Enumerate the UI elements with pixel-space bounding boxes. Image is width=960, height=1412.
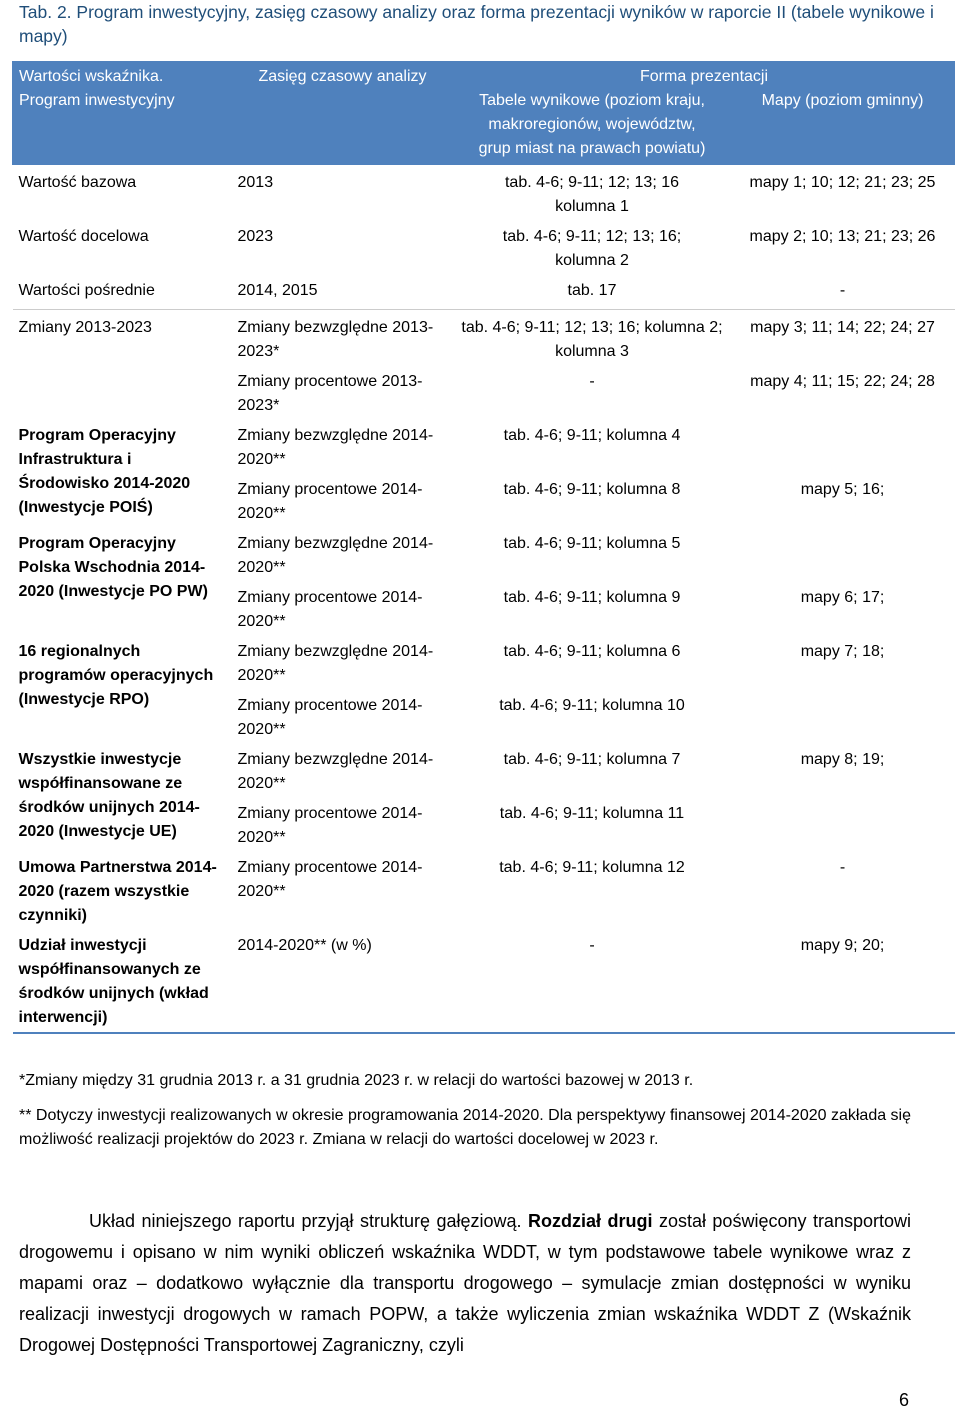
table-row: 16 regionalnych programów operacyjnych (Inwestycje RPO) Zmiany bezwzględne 2014-2020** tab. 4-6; 9-11; kolumna 6 mapy 7; 18; bbox=[18, 643, 885, 708]
table-row: Wartość docelowa 2023 tab. 4-6; 9-11; 12; 13; 16; kolumna 2 mapy 2; 10; 13; 21; 23; 26 bbox=[18, 228, 936, 269]
paragraph-text-2: został poświęcony transportowi drogowemu i opisano w nim wyniki obliczeń wskaźnika WDDT, w tym podstawowe tabele wynikowe wraz z mapami oraz – dodatkowo wyłącznie dla transportu drogowego – symulacje zmian dostępności w wyniku realizacji inwestycji drogowych w ramach POPW, a także wyliczenia zmian wskaźnika WDDT Z (Wskaźnik Drogowej Dostępności Transportowej Zagraniczny, czyli bbox=[19, 1211, 911, 1355]
footnote-1: *Zmiany między 31 grudnia 2013 r. a 31 grudnia 2023 r. w relacji do wartości bazowej w 2013 r. bbox=[19, 1072, 694, 1089]
body-paragraph bbox=[19, 1206, 911, 1361]
table-row: Wartość bazowa 2013 tab. 4-6; 9-11; 12; 13; 16 kolumna 1 mapy 1; 10; 12; 21; 23; 25 bbox=[18, 174, 936, 215]
header-result-tables: Tabele wynikowe (poziom kraju, makroregionów, województw, grup miast na prawach powiatu) bbox=[454, 89, 731, 165]
table-row: Zmiany procentowe 2014-2020** tab. 4-6; 9-11; kolumna 10 bbox=[237, 697, 685, 738]
table-row: Zmiany procentowe 2014-2020** tab. 4-6; 9-11; kolumna 9 mapy 6; 17; bbox=[237, 589, 885, 630]
table-row: Wszystkie inwestycje współfinansowane ze środków unijnych 2014-2020 (Inwestycje UE) Zmiany bezwzględne 2014-2020** tab. 4-6; 9-11; kolumna 7 mapy 8; 19; bbox=[18, 751, 885, 840]
header-presentation-form: Forma prezentacji bbox=[454, 62, 955, 89]
paragraph-bold: Rozdział drugi bbox=[528, 1211, 653, 1231]
table-row: Program Operacyjny Infrastruktura i Środowisko 2014-2020 (Inwestycje POIŚ) Zmiany bezwzględne 2014-2020** tab. 4-6; 9-11; kolumna 4 bbox=[18, 427, 681, 516]
table-row: Udział inwestycji współfinansowanych ze środków unijnych (wkład interwencji) 2014-2020** (w %) - mapy 9; 20; bbox=[13, 928, 955, 1033]
table-row: Zmiany procentowe 2014-2020** tab. 4-6; 9-11; kolumna 8 mapy 5; 16; bbox=[237, 481, 885, 522]
table-row: Zmiany 2013-2023 Zmiany bezwzględne 2013-2023* tab. 4-6; 9-11; 12; 13; 16; kolumna 2; kolumna 3 mapy 3; 11; 14; 22; 24; 27 bbox=[13, 310, 955, 365]
paragraph-text-1: Układ niniejszego raportu przyjął strukturę gałęziową. bbox=[89, 1211, 522, 1231]
table-row: Program Operacyjny Polska Wschodnia 2014-2020 (Inwestycje PO PW) Zmiany bezwzględne 2014-2020** tab. 4-6; 9-11; kolumna 5 bbox=[18, 535, 681, 600]
header-maps: Mapy (poziom gminny) bbox=[731, 89, 955, 165]
footnote-2: ** Dotyczy inwestycji realizowanych w okresie programowania 2014-2020. Dla perspektywy finansowej 2014-2020 zakłada się możliwość realizacji projektów do 2023 r. Zmiana w relacji do wartości docelowej w 2023 r. bbox=[19, 1107, 912, 1148]
table-row: Wartości pośrednie 2014, 2015 tab. 17 - bbox=[18, 282, 846, 299]
results-table bbox=[12, 61, 955, 1034]
page-number: 6 bbox=[899, 1390, 910, 1410]
header-indicator: Wartości wskaźnika. Program inwestycyjny bbox=[13, 62, 232, 165]
header-time-range: Zasięg czasowy analizy bbox=[232, 62, 454, 165]
table-caption: Tab. 2. Program inwestycyjny, zasięg czasowy analizy oraz forma prezentacji wyników w raporcie II (tabele wynikowe i mapy) bbox=[19, 2, 934, 46]
table-row: Zmiany procentowe 2013-2023* - mapy 4; 11; 15; 22; 24; 28 bbox=[237, 373, 935, 414]
table-row: Umowa Partnerstwa 2014-2020 (razem wszystkie czynniki) Zmiany procentowe 2014-2020** tab. 4-6; 9-11; kolumna 12 - bbox=[18, 859, 846, 924]
table-row: Zmiany procentowe 2014-2020** tab. 4-6; 9-11; kolumna 11 bbox=[237, 805, 685, 846]
